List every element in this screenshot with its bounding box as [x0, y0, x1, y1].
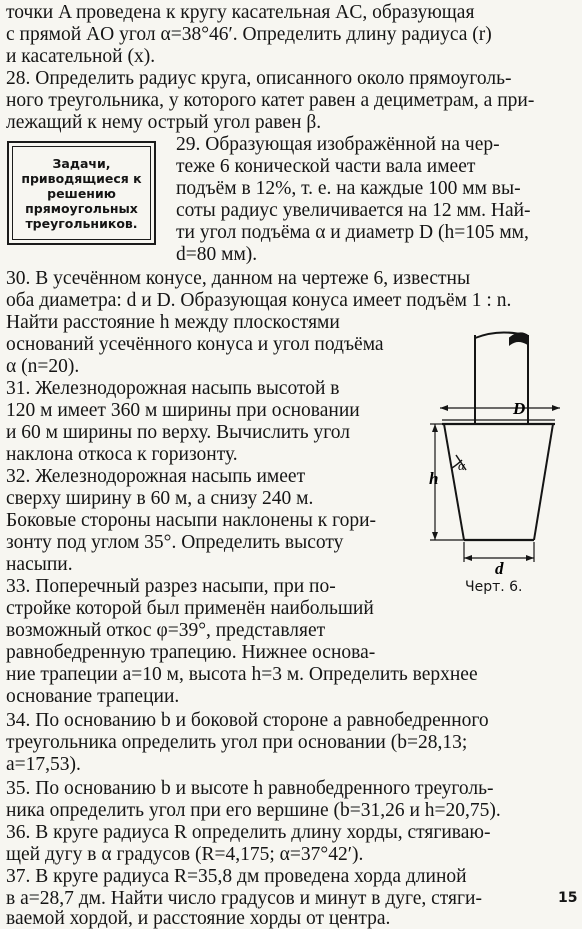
text-line: d=80 мм). — [176, 244, 258, 265]
section-note-box — [7, 141, 156, 245]
text-line: насыпи. — [6, 554, 73, 575]
problem-32-line: 32. Железнодорожная насыпь имеет — [6, 466, 306, 487]
cone-left-side — [444, 424, 464, 540]
text-line: точки A проведена к кругу касательная AC, образующая — [6, 2, 475, 23]
problem-37-line: 37. В круге радиуса R=35,8 дм проведена хорда длиной — [6, 866, 467, 887]
text-line: подъём в 12%, т. е. на каждые 100 мм вы- — [176, 178, 521, 199]
text-line: соты радиус увеличивается на 12 мм. Най- — [176, 200, 531, 221]
text-line: оба диаметра: d и D. Образующая конуса имеет подъём 1 : n. — [6, 290, 512, 311]
text-line: и 60 м ширины по верху. Вычислить угол — [6, 422, 351, 443]
text-line: α (n=20). — [6, 356, 80, 377]
text-line: с прямой AO угол α=38°46′. Определить длину радиуса (r) — [6, 24, 492, 45]
text-line: равнобедренную трапецию. Нижнее основа- — [6, 642, 376, 663]
text-line: лежащий к нему острый угол равен β. — [6, 112, 322, 133]
text-line: ника определить угол при его вершине (b=31,26 и h=20,75). — [6, 800, 501, 821]
label-D: D — [513, 399, 526, 418]
text-line: стройке которой был применён наибольший — [6, 598, 374, 619]
text-line: сверху ширину в 60 м, а снизу 240 м. — [6, 488, 314, 509]
label-h: h — [429, 469, 439, 488]
text-line: в a=28,7 дм. Найти число градусов и минут в дуге, стяги- — [6, 888, 482, 909]
problem-31-line: 31. Железнодорожная насыпь высотой в — [6, 378, 340, 399]
text-line: возможный откос φ=39°, представляет — [6, 620, 326, 641]
problem-34-line: 34. По основанию b и боковой стороне a равнобедренного — [6, 710, 489, 731]
text-line: треугольника определить угол при основании (b=28,13; — [6, 732, 468, 753]
text-line: основание трапеции. — [6, 686, 180, 707]
problem-36-line: 36. В круге радиуса R определить длину хорды, стягиваю- — [6, 822, 491, 843]
text-line: наклона откоса к горизонту. — [6, 444, 238, 465]
text-line: и касательной (x). — [6, 46, 156, 67]
text-line: ние трапеции a=10 м, высота h=3 м. Определить верхнее — [6, 664, 478, 685]
page-number: 15 — [558, 890, 578, 906]
text-line: 120 м имеет 360 м ширины при основании — [6, 400, 360, 421]
problem-35-line: 35. По основанию b и высоте h равнобедренного треуголь- — [6, 778, 494, 799]
text-line: ваемой хордой, и расстояние хорды от центра. — [6, 908, 391, 929]
text-line: ти угол подъёма α и диаметр D (h=105 мм, — [176, 222, 529, 243]
figure-6-drawing — [429, 330, 570, 578]
section-note-text: Задачи, приводящиеся к решению прямоугольных треугольников. — [12, 146, 151, 240]
text-line: теже 6 конической части вала имеет — [176, 156, 476, 177]
label-d: d — [495, 559, 504, 578]
cone-right-side — [534, 424, 553, 540]
problem-29-line: 29. Образующая изображённой на чер- — [176, 134, 500, 155]
text-line: щей дугу в α градусов (R=4,175; α=37°42′). — [6, 844, 364, 865]
text-line: оснований усечённого конуса и угол подъёма — [6, 334, 384, 355]
shaft-section-hatch — [510, 333, 528, 344]
problem-28-line: 28. Определить радиус круга, описанного около прямоуголь- — [6, 68, 512, 89]
text-line: ного треугольника, у которого катет равен a дециметрам, а при- — [6, 90, 535, 111]
figure-caption: Черт. 6. — [465, 579, 523, 595]
text-line: Боковые стороны насыпи наклонены к гори- — [6, 510, 377, 531]
problem-33-line: 33. Поперечный разрез насыпи, при по- — [6, 576, 336, 597]
text-line: зонту под углом 35°. Определить высоту — [6, 532, 344, 553]
text-line: Найти расстояние h между плоскостями — [6, 312, 340, 333]
text-line: a=17,53). — [6, 754, 81, 775]
problem-30-line: 30. В усечённом конусе, данном на чертеже 6, известны — [6, 268, 471, 289]
label-alpha: α — [458, 458, 465, 473]
